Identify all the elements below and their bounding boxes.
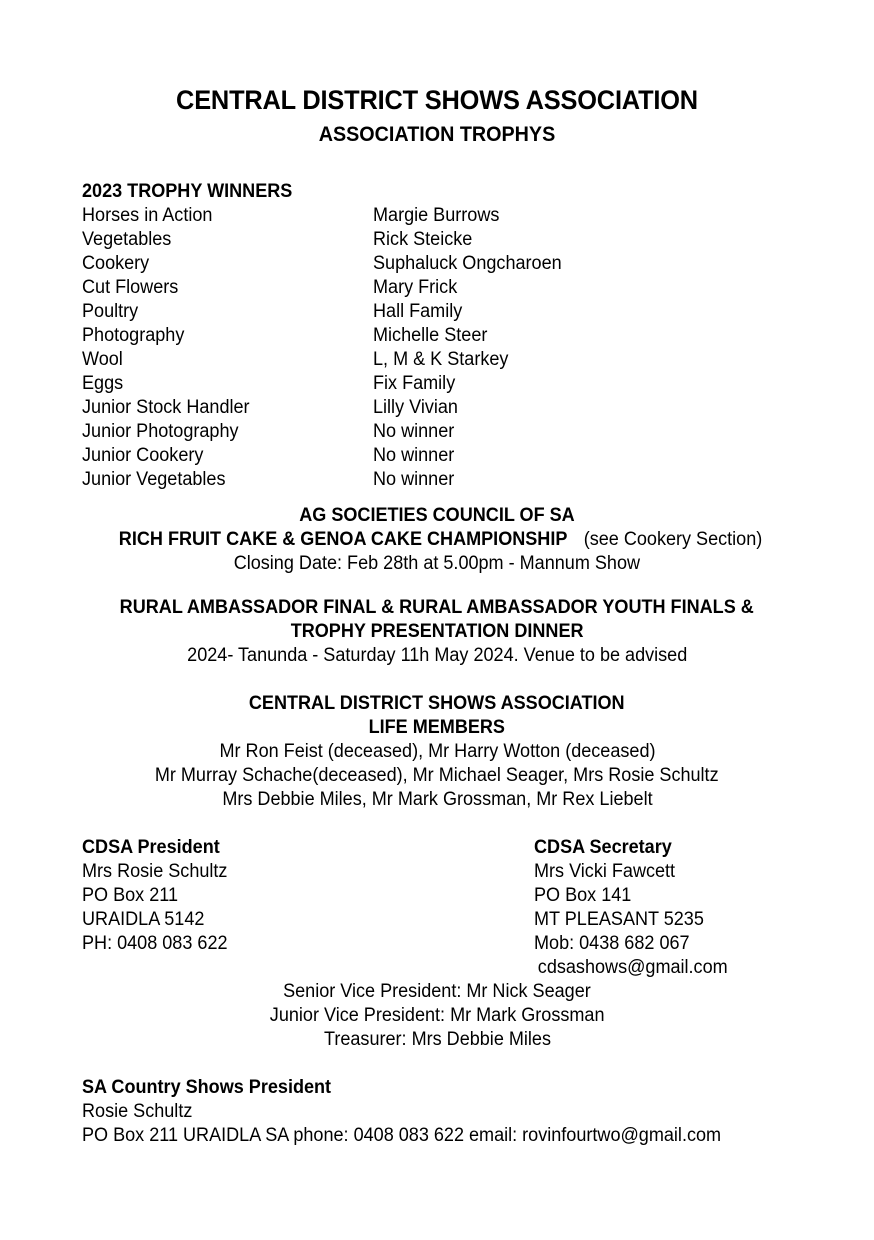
trophy-category: Vegetables — [82, 229, 172, 250]
trophy-category: Junior Stock Handler — [82, 397, 250, 418]
secretary-name: Mrs Vicki Fawcett — [534, 861, 676, 882]
trophy-winner: L, M & K Starkey — [373, 349, 509, 370]
trophy-winner: No winner — [373, 421, 455, 442]
rural-ambassador-heading-line2 — [0, 620, 874, 644]
trophy-winner: Margie Burrows — [373, 205, 500, 226]
trophy-winner: Hall Family — [373, 301, 463, 322]
cake-championship-title: RICH FRUIT CAKE & GENOA CAKE CHAMPIONSHIP — [118, 529, 568, 550]
life-members-names-line1-text: Mr Ron Feist (deceased), Mr Harry Wotton (deceased) — [218, 741, 656, 762]
trophy-category: Cookery — [82, 253, 150, 274]
rural-ambassador-venue-text: 2024- Tanunda - Saturday 11h May 2024. Venue to be advised — [186, 645, 688, 666]
life-members-names-line2 — [0, 764, 874, 788]
president-heading: CDSA President — [82, 837, 220, 858]
table-row — [82, 420, 782, 444]
table-row — [82, 204, 782, 228]
trophy-category: Horses in Action — [82, 205, 213, 226]
trophy-winner: No winner — [373, 469, 455, 490]
president-po-box: PO Box 211 — [82, 885, 178, 906]
cake-championship-note: (see Cookery Section) — [583, 529, 763, 550]
life-members-heading-text: LIFE MEMBERS — [368, 717, 506, 738]
sa-country-shows-president-block — [82, 1076, 755, 1148]
trophy-winner: Mary Frick — [373, 277, 458, 298]
ag-council-heading — [0, 504, 874, 528]
rural-ambassador-block — [0, 596, 874, 668]
trophy-category: Wool — [82, 349, 123, 370]
secretary-contact-block — [534, 836, 738, 980]
table-row — [82, 396, 782, 420]
page-subtitle: ASSOCIATION TROPHYS — [318, 123, 556, 146]
page-title: CENTRAL DISTRICT SHOWS ASSOCIATION — [176, 85, 698, 115]
ag-societies-council-block — [0, 504, 874, 576]
table-row — [82, 372, 782, 396]
life-members-association-name-text: CENTRAL DISTRICT SHOWS ASSOCIATION — [249, 693, 625, 714]
life-members-block — [0, 692, 874, 812]
trophy-winner: Michelle Steer — [373, 325, 488, 346]
trophy-winner: Suphaluck Ongcharoen — [373, 253, 562, 274]
closing-date-text: Closing Date: Feb 28th at 5.00pm - Mannum Show — [233, 553, 641, 574]
life-members-heading — [0, 716, 874, 740]
treasurer-line — [0, 1028, 874, 1052]
junior-vice-president-line — [0, 1004, 874, 1028]
trophy-category: Junior Photography — [82, 421, 239, 442]
table-row — [82, 252, 782, 276]
trophy-category: Photography — [82, 325, 185, 346]
trophy-category: Poultry — [82, 301, 139, 322]
life-members-names-line2-text: Mr Murray Schache(deceased), Mr Michael Seager, Mrs Rosie Schultz — [155, 765, 719, 786]
secretary-po-box: PO Box 141 — [534, 885, 632, 906]
cake-championship-line — [0, 528, 874, 552]
trophy-category: Junior Vegetables — [82, 469, 226, 490]
senior-vice-president-line — [0, 980, 874, 1004]
trophy-winner: Fix Family — [373, 373, 456, 394]
country-shows-contact: PO Box 211 URAIDLA SA phone: 0408 083 622 email: rovinfourtwo@gmail.com — [82, 1125, 722, 1146]
life-members-names-line1 — [0, 740, 874, 764]
secretary-mobile: Mob: 0438 682 067 — [534, 933, 690, 954]
trophy-winners-table — [82, 204, 782, 492]
trophy-winners-heading: 2023 TROPHY WINNERS — [82, 181, 293, 202]
table-row — [82, 444, 782, 468]
table-row — [82, 276, 782, 300]
table-row — [82, 228, 782, 252]
table-row — [82, 348, 782, 372]
trophy-winner: Lilly Vivian — [373, 397, 458, 418]
table-row — [82, 324, 782, 348]
officers-block — [0, 980, 874, 1052]
secretary-email[interactable]: cdsashows@gmail.com — [537, 957, 728, 978]
senior-vice-president-text: Senior Vice President: Mr Nick Seager — [283, 981, 591, 1002]
table-row — [82, 468, 782, 492]
country-shows-heading: SA Country Shows President — [82, 1077, 332, 1098]
trophy-winner: Rick Steicke — [373, 229, 473, 250]
ag-council-heading-text: AG SOCIETIES COUNCIL OF SA — [299, 505, 575, 526]
life-members-names-line3 — [0, 788, 874, 812]
treasurer-text: Treasurer: Mrs Debbie Miles — [323, 1029, 551, 1050]
country-shows-name: Rosie Schultz — [82, 1101, 193, 1122]
trophy-category: Cut Flowers — [82, 277, 179, 298]
secretary-suburb: MT PLEASANT 5235 — [534, 909, 704, 930]
rural-ambassador-heading-line1 — [0, 596, 874, 620]
junior-vice-president-text: Junior Vice President: Mr Mark Grossman — [269, 1005, 605, 1026]
president-suburb: URAIDLA 5142 — [82, 909, 205, 930]
trophy-category: Eggs — [82, 373, 124, 394]
secretary-heading: CDSA Secretary — [534, 837, 672, 858]
rural-ambassador-heading-line2-text: TROPHY PRESENTATION DINNER — [290, 621, 584, 642]
trophy-category: Junior Cookery — [82, 445, 204, 466]
trophy-winner: No winner — [373, 445, 455, 466]
table-row — [82, 300, 782, 324]
life-members-names-line3-text: Mrs Debbie Miles, Mr Mark Grossman, Mr Rex Liebelt — [221, 789, 653, 810]
president-contact-block — [82, 836, 235, 956]
rural-ambassador-venue-line — [0, 644, 874, 668]
rural-ambassador-heading-line1-text: RURAL AMBASSADOR FINAL & RURAL AMBASSADOR YOUTH FINALS & — [119, 597, 755, 618]
president-name: Mrs Rosie Schultz — [82, 861, 228, 882]
life-members-association-name — [0, 692, 874, 716]
president-phone: PH: 0408 083 622 — [82, 933, 228, 954]
closing-date-line — [0, 552, 874, 576]
